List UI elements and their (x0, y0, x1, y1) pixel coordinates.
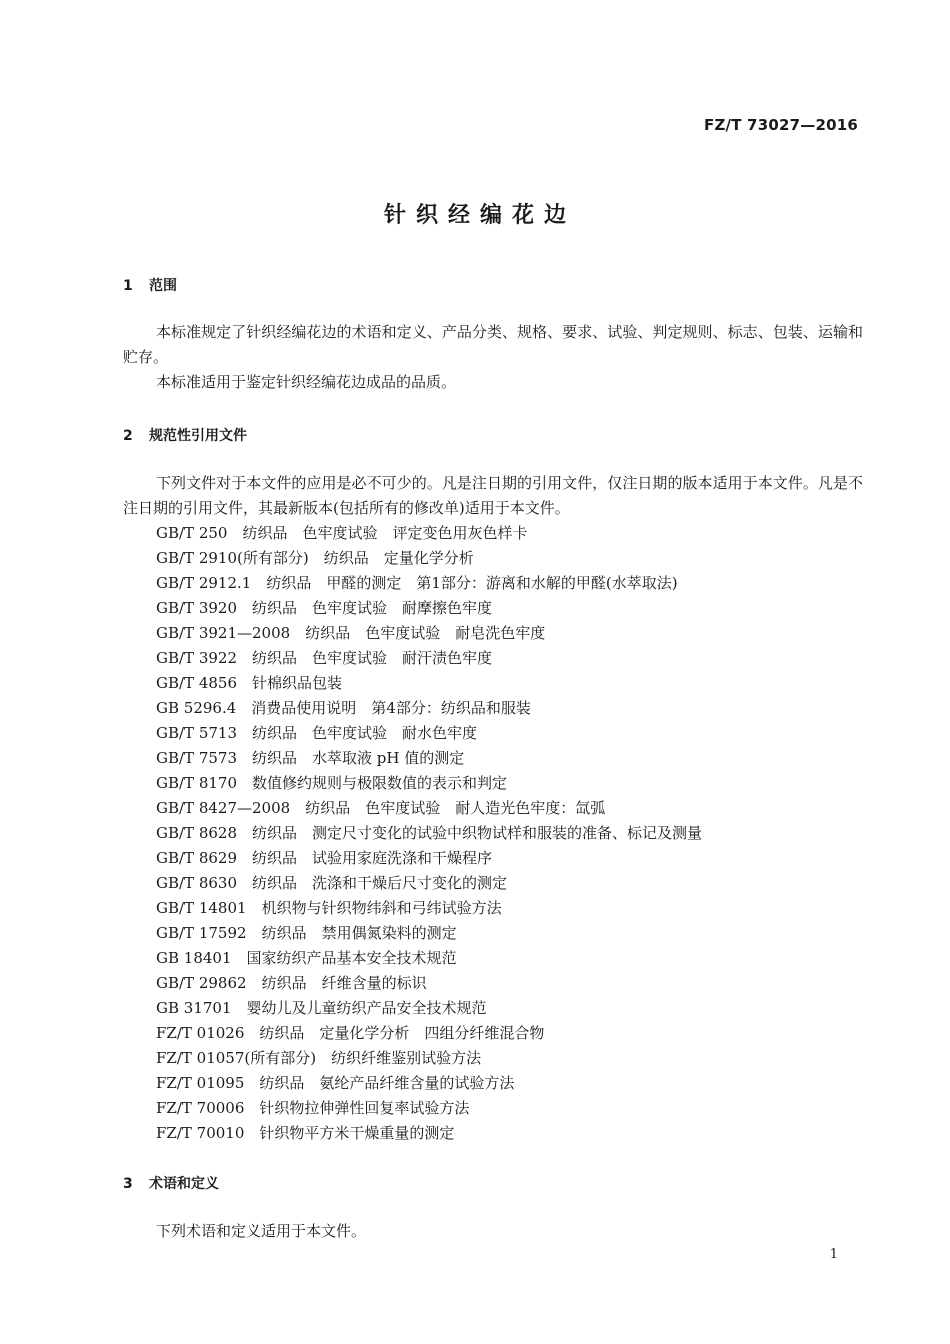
reference-item (156, 646, 702, 671)
reference-code: GB/T 8628 (156, 824, 238, 842)
reference-item (156, 696, 702, 721)
reference-title: 针棉织品包装 (252, 674, 343, 692)
reference-title: 纺织品 洗涤和干燥后尺寸变化的测定 (252, 874, 508, 892)
section-number: 2 (123, 428, 133, 444)
reference-list (156, 521, 702, 1146)
reference-code: GB 5296.4 (156, 699, 237, 717)
page-number: 1 (829, 1247, 838, 1262)
reference-item (156, 846, 702, 871)
reference-code: GB/T 5713 (156, 724, 238, 742)
reference-item (156, 721, 702, 746)
reference-item (156, 1121, 702, 1146)
reference-title: 机织物与针织物纬斜和弓纬试验方法 (261, 899, 502, 917)
reference-item (156, 571, 702, 596)
reference-code: FZ/T 01026 (156, 1024, 245, 1042)
reference-title: 纺织纤维鉴别试验方法 (331, 1049, 482, 1067)
reference-title: 纺织品 禁用偶氮染料的测定 (261, 924, 457, 942)
standard-number: FZ/T 73027—2016 (704, 116, 858, 134)
section-number: 1 (123, 278, 133, 294)
reference-title: 纺织品 色牢度试验 耐汗渍色牢度 (252, 649, 493, 667)
reference-code: GB/T 8427—2008 (156, 799, 291, 817)
reference-code: GB/T 3921—2008 (156, 624, 291, 642)
section-title: 规范性引用文件 (149, 428, 247, 444)
reference-item (156, 546, 702, 571)
reference-item (156, 771, 702, 796)
reference-title: 纺织品 纤维含量的标识 (261, 974, 427, 992)
reference-item (156, 821, 702, 846)
document-title: 针织经编花边 (383, 203, 576, 228)
reference-item (156, 1096, 702, 1121)
normative-references-intro: 下列文件对于本文件的应用是必不可少的。凡是注日期的引用文件，仅注日期的版本适用于本文件。凡是不注日期的引用文件，其最新版本(包括所有的修改单)适用于本文件。 (123, 474, 863, 517)
reference-title: 纺织品 色牢度试验 耐摩擦色牢度 (252, 599, 493, 617)
reference-item (156, 521, 702, 546)
reference-item (156, 896, 702, 921)
reference-code: GB/T 4856 (156, 674, 238, 692)
reference-code: GB/T 17592 (156, 924, 247, 942)
reference-item (156, 596, 702, 621)
reference-item (156, 796, 702, 821)
reference-item (156, 1021, 702, 1046)
reference-title: 纺织品 甲醛的测定 第1部分：游离和水解的甲醛(水萃取法) (266, 574, 678, 592)
reference-code: GB/T 14801 (156, 899, 247, 917)
reference-item (156, 621, 702, 646)
section-heading-scope (123, 275, 177, 295)
reference-item (156, 996, 702, 1021)
section-heading-normative-references (123, 425, 247, 445)
reference-title: 数值修约规则与极限数值的表示和判定 (252, 774, 508, 792)
reference-code: FZ/T 01057(所有部分) (156, 1049, 317, 1067)
reference-code: GB/T 2910(所有部分) (156, 549, 309, 567)
reference-code: GB/T 2912.1 (156, 574, 252, 592)
reference-code: GB/T 8629 (156, 849, 238, 867)
section-title: 范围 (149, 278, 177, 294)
reference-title: 国家纺织产品基本安全技术规范 (246, 949, 457, 967)
reference-code: GB 31701 (156, 999, 232, 1017)
reference-title: 纺织品 定量化学分析 (323, 549, 474, 567)
section-title: 术语和定义 (149, 1176, 219, 1192)
reference-code: FZ/T 70010 (156, 1124, 245, 1142)
terms-intro: 下列术语和定义适用于本文件。 (156, 1222, 367, 1240)
reference-item (156, 971, 702, 996)
reference-title: 纺织品 测定尺寸变化的试验中织物试样和服装的准备、标记及测量 (252, 824, 703, 842)
reference-code: FZ/T 01095 (156, 1074, 245, 1092)
reference-title: 纺织品 色牢度试验 耐人造光色牢度：氙弧 (305, 799, 606, 817)
reference-code: GB/T 3920 (156, 599, 238, 617)
reference-code: GB/T 3922 (156, 649, 238, 667)
reference-title: 婴幼儿及儿童纺织产品安全技术规范 (246, 999, 487, 1017)
reference-title: 纺织品 色牢度试验 耐水色牢度 (252, 724, 478, 742)
reference-item (156, 946, 702, 971)
section-number: 3 (123, 1176, 133, 1192)
reference-title: 纺织品 色牢度试验 耐皂洗色牢度 (305, 624, 546, 642)
reference-code: GB/T 29862 (156, 974, 247, 992)
reference-title: 消费品使用说明 第4部分：纺织品和服装 (251, 699, 531, 717)
reference-title: 纺织品 氨纶产品纤维含量的试验方法 (259, 1074, 515, 1092)
reference-title: 纺织品 色牢度试验 评定变色用灰色样卡 (242, 524, 528, 542)
reference-title: 针织物平方米干燥重量的测定 (259, 1124, 455, 1142)
reference-title: 纺织品 试验用家庭洗涤和干燥程序 (252, 849, 493, 867)
reference-item (156, 746, 702, 771)
section-heading-terms (123, 1173, 219, 1193)
reference-code: GB/T 8630 (156, 874, 238, 892)
reference-title: 针织物拉伸弹性回复率试验方法 (259, 1099, 470, 1117)
reference-item (156, 921, 702, 946)
reference-code: GB/T 7573 (156, 749, 238, 767)
reference-item (156, 1046, 702, 1071)
reference-item (156, 671, 702, 696)
reference-item (156, 1071, 702, 1096)
reference-code: FZ/T 70006 (156, 1099, 245, 1117)
reference-item (156, 871, 702, 896)
reference-title: 纺织品 水萃取液 pH 值的测定 (252, 749, 465, 767)
reference-code: GB/T 250 (156, 524, 228, 542)
reference-code: GB 18401 (156, 949, 232, 967)
scope-paragraph-2: 本标准适用于鉴定针织经编花边成品的品质。 (156, 373, 457, 391)
scope-paragraph-1: 本标准规定了针织经编花边的术语和定义、产品分类、规格、要求、试验、判定规则、标志、包装、运输和贮存。 (123, 323, 863, 366)
reference-code: GB/T 8170 (156, 774, 238, 792)
reference-title: 纺织品 定量化学分析 四组分纤维混合物 (259, 1024, 545, 1042)
